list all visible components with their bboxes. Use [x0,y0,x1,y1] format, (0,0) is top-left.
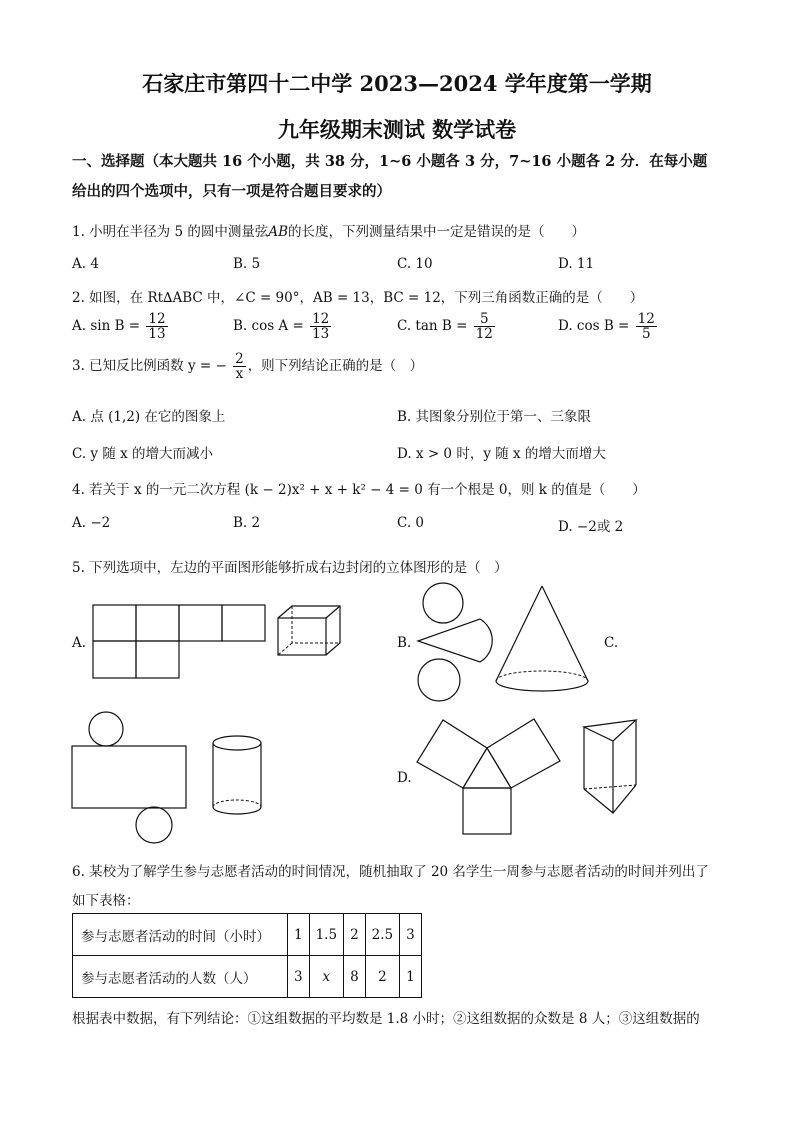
net-square [93,605,136,641]
table-cell: 8 [344,956,366,998]
table-cell: 2 [344,914,366,956]
q2-b-prefix: B. cos A = [233,318,304,335]
q3-den: x [235,366,244,383]
q3-option-c[interactable]: C. y 随 x 的增大而减小 [72,446,214,462]
table-row [73,956,422,998]
table-row-header: 参与志愿者活动的时间（小时） [73,914,288,956]
question-6-stem-line1: 6. 某校为了解学生参与志愿者活动的时间情况，随机抽取了 20 名学生一周参与志愿者活动的时间并列出了 [72,864,709,880]
q5-c-cylinder-figure [212,735,264,823]
q2-b-num: 12 [312,311,330,327]
q5-d-prism-figure [583,719,639,815]
q2-option-d[interactable] [558,312,659,341]
question-6-stem-line2: 如下表格： [72,893,140,909]
volunteer-time-table [72,913,422,998]
q2-a-den: 13 [148,326,166,343]
q3-stem-a: 3. 已知反比例函数 y = − [72,358,227,375]
question-3-stem [72,352,423,381]
table-row [73,914,422,956]
q5-label-b[interactable]: B. [397,635,412,651]
question-5-stem: 5. 下列选项中，左边的平面图形能够折成右边封闭的立体图形的是（ ） [72,560,508,576]
q4-option-a[interactable]: A. −2 [72,515,111,531]
q1-option-a[interactable]: A. 4 [72,256,99,272]
net-square [93,641,136,678]
table-cell: 3 [400,914,422,956]
q4-option-b[interactable]: B. 2 [233,515,261,531]
question-2-stem: 2. 如图，在 Rt∆ABC 中，∠C = 90°，AB = 13，BC = 12，下列三角函数正确的是（ ） [72,290,644,306]
q2-option-b[interactable] [233,312,333,341]
q2-c-prefix: C. tan B = [397,318,468,335]
net-square [136,605,179,641]
q2-option-c[interactable] [397,312,497,341]
q1-option-c[interactable]: C. 10 [397,256,433,272]
q2-c-den: 12 [475,326,493,343]
table-cell: 2 [365,956,399,998]
q3-num: 2 [235,351,244,367]
q2-b-fraction [310,312,331,341]
net-square [222,605,265,641]
q1-var: AB [268,224,289,240]
table-cell: 2.5 [365,914,399,956]
table-cell: 3 [288,956,310,998]
q1-stem-b: 的长度，下列测量结果中一定是错误的是（ ） [288,224,586,240]
table-row-header: 参与志愿者活动的人数（人） [73,956,288,998]
q2-d-num: 12 [637,311,655,327]
q3-option-d[interactable]: D. x > 0 时，y 随 x 的增大而增大 [397,446,606,462]
section-heading-line2: 给出的四个选项中，只有一项是符合题目要求的） [72,183,391,200]
q2-a-fraction [146,312,167,341]
q1-stem-a: 1. 小明在半径为 5 的圆中测量弦 [72,224,269,240]
table-cell: 1.5 [309,914,343,956]
q3-option-b[interactable]: B. 其图象分别位于第一、三象限 [397,409,592,425]
q5-label-c[interactable]: C. [604,635,619,651]
net-triangle [463,748,511,788]
q5-a-cuboid-figure [277,605,343,657]
net-circle [136,807,172,843]
q5-a-cube-net-figure [92,604,267,680]
q4-option-c[interactable]: C. 0 [397,515,425,531]
net-square [179,605,222,641]
table-cell: 1 [288,914,310,956]
q5-label-d[interactable]: D. [397,770,412,786]
net-circle [418,659,460,701]
exam-title-line2: 九年级期末测试 数学试卷 [277,117,517,142]
question-6-conclusions: 根据表中数据，有下列结论：①这组数据的平均数是 1.8 小时；②这组数据的众数是 8 人；③这组数据的 [72,1011,700,1027]
net-square [136,641,179,678]
question-1-stem [72,220,585,240]
q2-d-fraction [636,312,657,341]
q5-d-prism-net-figure [414,714,568,836]
q5-b-cone-figure [493,585,591,695]
q5-b-cone-net-figure [415,582,497,704]
q2-a-num: 12 [148,311,166,327]
q1-option-b[interactable]: B. 5 [233,256,261,272]
q2-c-fraction [474,312,495,341]
q2-a-prefix: A. sin B = [72,318,141,335]
q3-option-a[interactable]: A. 点 (1,2) 在它的图象上 [72,409,226,425]
net-rectangle [72,746,186,808]
q5-label-a[interactable]: A. [72,635,87,651]
question-4-stem: 4. 若关于 x 的一元二次方程 (k − 2)x² + x + k² − 4 = 0 有一个根是 0，则 k 的值是（ ） [72,482,646,498]
q5-c-cylinder-net-figure [70,711,188,845]
exam-title-line1: 石家庄市第四十二中学 2023—2024 学年度第一学期 [142,71,652,96]
q2-d-prefix: D. cos B = [558,318,630,335]
net-rectangle [417,720,487,788]
q2-b-den: 13 [312,326,330,343]
net-circle [423,583,463,623]
q2-c-num: 5 [474,312,495,327]
table-cell: 1 [400,956,422,998]
net-sector [418,619,492,662]
q3-fraction [233,352,246,381]
q3-stem-b: ，则下列结论正确的是（ ） [247,358,424,375]
section-heading-line1: 一、选择题（本大题共 16 个小题，共 38 分，1~6 小题各 3 分，7~16 小题各 2 分．在每小题 [72,153,708,170]
net-rectangle [463,788,511,834]
q2-option-a[interactable] [72,312,170,341]
q4-option-d[interactable]: D. −2或 2 [558,519,624,535]
table-cell: x [309,956,343,998]
q1-option-d[interactable]: D. 11 [558,256,595,272]
net-circle [89,712,123,746]
net-rectangle [487,719,560,788]
q2-d-den: 5 [641,326,651,343]
